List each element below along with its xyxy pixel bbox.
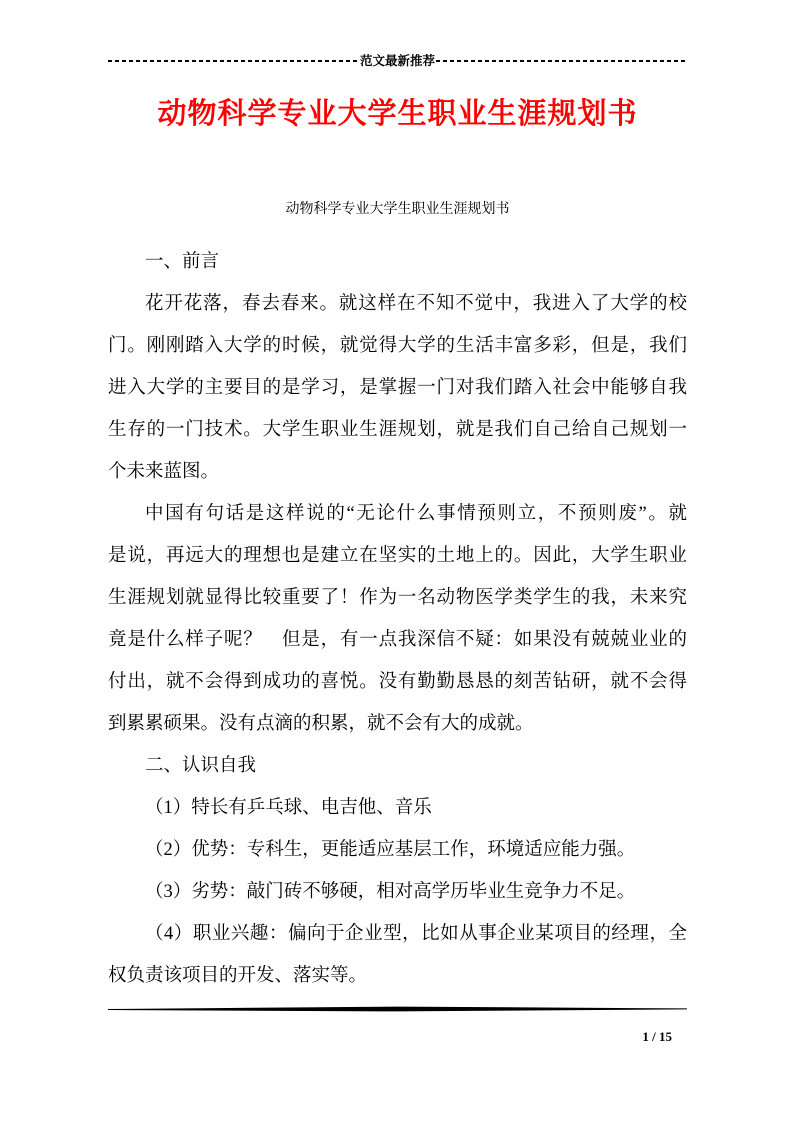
list-item: （2）优势：专科生，更能适应基层工作，环境适应能力强。: [145, 840, 636, 860]
paragraph-line: 进入大学的主要目的是学习，是掌握一门对我们踏入社会中能够自我: [108, 378, 687, 398]
paragraph-line: 生涯规划就显得比较重要了！作为一名动物医学类学生的我，未来究: [108, 588, 687, 608]
list-item: 权负责该项目的开发、落实等。: [108, 966, 368, 986]
dashed-rule-right: [436, 60, 687, 62]
section-heading-preface: 一、前言: [145, 252, 220, 272]
list-item: （1）特长有乒乓球、电吉他、音乐: [145, 798, 432, 818]
paragraph-line: 中国有句话是这样说的“无论什么事情预则立，不预则废”。就: [145, 504, 687, 524]
list-item: （3）劣势：敲门砖不够硬，相对高学历毕业生竞争力不足。: [145, 882, 636, 902]
paragraph-line: 门。刚刚踏入大学的时候，就觉得大学的生活丰富多彩，但是，我们: [108, 336, 687, 356]
section-heading-self-knowledge: 二、认识自我: [145, 756, 257, 776]
paragraph-line: 花开花落，春去春来。就这样在不知不觉中，我进入了大学的校: [145, 294, 687, 314]
paragraph-line: 付出，就不会得到成功的喜悦。没有勤勤恳恳的刻苦钻研，就不会得: [108, 672, 687, 692]
paragraph-line: 生存的一门技术。大学生职业生涯规划，就是我们自己给自己规划一: [108, 420, 687, 440]
list-item: （4）职业兴趣：偏向于企业型，比如从事企业某项目的经理，全: [145, 924, 687, 944]
paragraph-line: 到累累硕果。没有点滴的积累，就不会有大的成就。: [108, 714, 534, 734]
header-separator: [108, 54, 687, 68]
paragraph-line: 是说，再远大的理想也是建立在坚实的土地上的。因此，大学生职业: [108, 546, 687, 566]
dashed-rule-left: [108, 60, 359, 62]
document-title: 动物科学专业大学生职业生涯规划书: [157, 98, 638, 130]
paragraph-line: 竟是什么样子呢？ 但是，有一点我深信不疑：如果没有兢兢业业的: [108, 630, 687, 650]
header-band-label: 范文最新推荐: [360, 54, 436, 68]
footer-rule: [108, 1006, 687, 1012]
document-subtitle: 动物科学专业大学生职业生涯规划书: [285, 202, 510, 217]
page-number: 1 / 15: [642, 1029, 672, 1044]
paragraph-line: 个未来蓝图。: [108, 462, 220, 482]
